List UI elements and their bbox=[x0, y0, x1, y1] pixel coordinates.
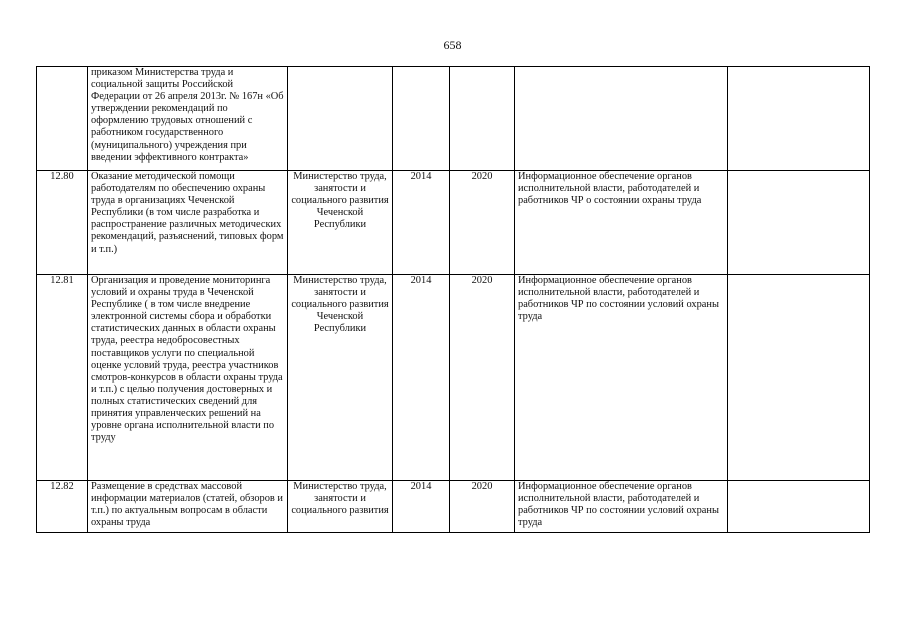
start-year-cell: 2014 bbox=[393, 481, 450, 533]
note-cell bbox=[728, 275, 870, 481]
table-row bbox=[37, 275, 870, 481]
row-number-cell: 12.80 bbox=[37, 171, 88, 275]
note-cell bbox=[728, 481, 870, 533]
page-number: 658 bbox=[443, 38, 462, 52]
table-row bbox=[37, 67, 870, 171]
table-row bbox=[37, 481, 870, 533]
result-cell: Информационное обеспечение органов исполнительной власти, работодателей и работников ЧР о состоянии охраны труда bbox=[515, 171, 728, 275]
end-year-cell bbox=[450, 67, 515, 171]
row-number-cell bbox=[37, 67, 88, 171]
executor-cell: Министерство труда, занятости и социального развития Чеченской Республики bbox=[288, 171, 393, 275]
description-cell: Оказание методической помощи работодателям по обеспечению охраны труда в организациях Чеченской Республики (в том числе разработка и распространение различных методических рекомендаций, разъяснений, типовых форм и т.п.) bbox=[88, 171, 288, 275]
description-cell: Размещение в средствах массовой информации материалов (статей, обзоров и т.п.) по актуальным вопросам в области охраны труда bbox=[88, 481, 288, 533]
end-year-cell: 2020 bbox=[450, 171, 515, 275]
executor-cell: Министерство труда, занятости и социального развития Чеченской Республики bbox=[288, 275, 393, 481]
end-year-cell: 2020 bbox=[450, 481, 515, 533]
start-year-cell: 2014 bbox=[393, 171, 450, 275]
result-cell: Информационное обеспечение органов исполнительной власти, работодателей и работников ЧР по состоянии условий охраны труда bbox=[515, 481, 728, 533]
start-year-cell bbox=[393, 67, 450, 171]
executor-cell: Министерство труда, занятости и социального развития bbox=[288, 481, 393, 533]
table-row bbox=[37, 171, 870, 275]
note-cell bbox=[728, 67, 870, 171]
start-year-cell: 2014 bbox=[393, 275, 450, 481]
measures-table bbox=[36, 66, 870, 533]
executor-cell bbox=[288, 67, 393, 171]
result-cell: Информационное обеспечение органов исполнительной власти, работодателей и работников ЧР по состоянии условий охраны труда bbox=[515, 275, 728, 481]
end-year-cell: 2020 bbox=[450, 275, 515, 481]
description-cell: приказом Министерства труда и социальной защиты Российской Федерации от 26 апреля 2013г. № 167н «Об утверждении рекомендаций по оформлению трудовых отношений с работником государственного (муниципального) учреждения при введении эффективного контракта» bbox=[88, 67, 288, 171]
note-cell bbox=[728, 171, 870, 275]
row-number-cell: 12.81 bbox=[37, 275, 88, 481]
result-cell bbox=[515, 67, 728, 171]
description-cell: Организация и проведение мониторинга условий и охраны труда в Чеченской Республике ( в том числе внедрение электронной системы сбора и обработки статистических данных в области охраны труда, реестра недобросовестных поставщиков услуги по специальной оценке условий труда, реестра участников смотров-конкурсов в области охраны труда и т.п.) с целью получения достоверных и полных статистических сведений для принятия управленческих решений на уровне органа исполнительной власти по труду bbox=[88, 275, 288, 481]
row-number-cell: 12.82 bbox=[37, 481, 88, 533]
